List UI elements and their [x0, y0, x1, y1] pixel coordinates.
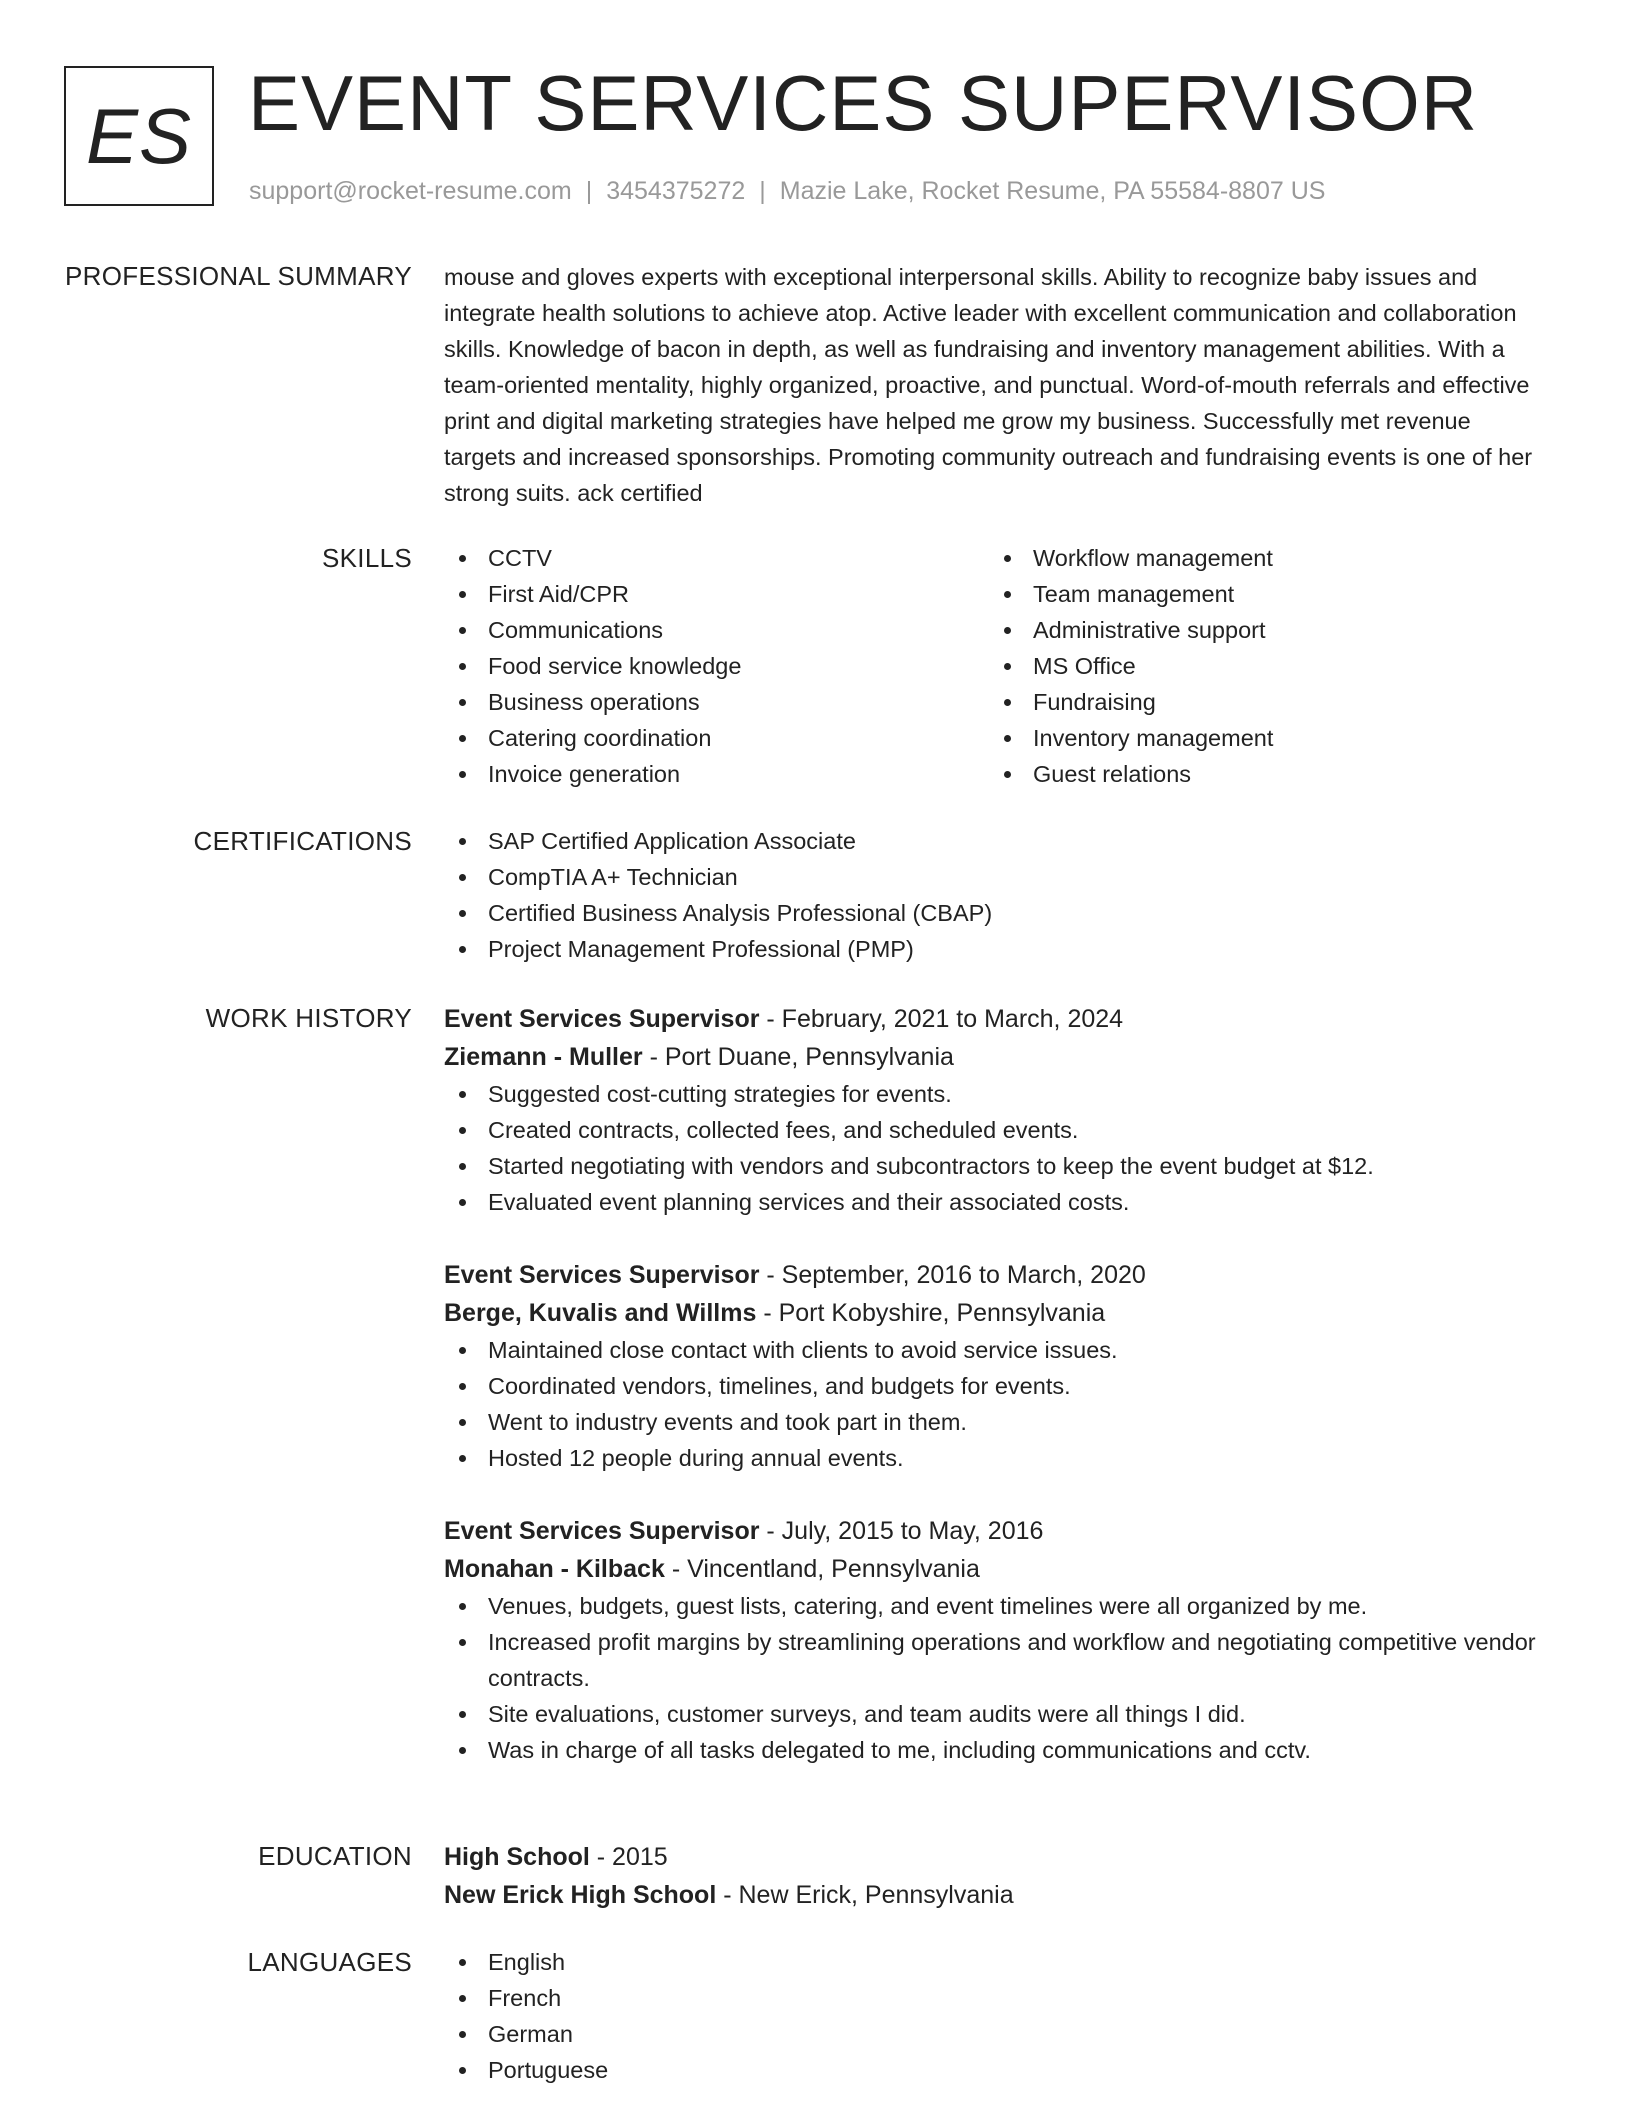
job-company-line: [444, 1294, 1544, 1332]
skill-item: First Aid/CPR: [444, 576, 989, 612]
job-bullet: Site evaluations, customer surveys, and team audits were all things I did.: [444, 1696, 1544, 1732]
section-title-education: EDUCATION: [258, 1841, 412, 1871]
skills-body: [444, 540, 1544, 792]
job-role: Event Services Supervisor: [444, 1005, 760, 1033]
skills-list-left: [444, 540, 989, 792]
language-item: Portuguese: [444, 2052, 1544, 2088]
summary-text: mouse and gloves experts with exceptional interpersonal skills. Ability to recognize baby issues and integrate health solutions to achieve atop. Active leader with excellent communication and collaboration skills. Knowledge of bacon in depth, as well as fundraising and inventory management abilities. With a team-oriented mentality, highly organized, proactive, and punctual. Word-of-mouth referrals and effective print and digital marketing strategies have helped me grow my business. Successfully met revenue targets and increased sponsorships. Promoting community outreach and fundraising events is one of her strong suits. ack certified: [444, 264, 1533, 506]
job-bullet: Increased profit margins by streamlining operations and workflow and negotiating competitive vendor contracts.: [444, 1624, 1544, 1696]
contact-line: [249, 174, 1325, 208]
languages-list: [444, 1944, 1544, 2088]
skill-item: Business operations: [444, 684, 989, 720]
contact-email: support@rocket-resume.com: [249, 177, 572, 205]
job-bullet: Created contracts, collected fees, and scheduled events.: [444, 1112, 1544, 1148]
job-company: Berge, Kuvalis and Willms: [444, 1299, 757, 1327]
section-title-work: WORK HISTORY: [205, 1003, 412, 1033]
monogram-box: [64, 66, 214, 206]
job-dates: - July, 2015 to May, 2016: [759, 1517, 1044, 1545]
certification-item: CompTIA A+ Technician: [444, 859, 1544, 895]
contact-separator: |: [759, 177, 766, 205]
skill-item: Workflow management: [989, 540, 1534, 576]
languages-body: [444, 1944, 1544, 2088]
job-title-line: [444, 1256, 1544, 1294]
job-location: - Port Duane, Pennsylvania: [642, 1043, 954, 1071]
job-location: - Port Kobyshire, Pennsylvania: [756, 1299, 1106, 1327]
job-company-line: [444, 1550, 1544, 1588]
education-school-line: [444, 1876, 1544, 1914]
skill-item: Invoice generation: [444, 756, 989, 792]
section-title-languages: LANGUAGES: [247, 1947, 412, 1977]
job-dates: - February, 2021 to March, 2024: [759, 1005, 1124, 1033]
contact-address: Mazie Lake, Rocket Resume, PA 55584-8807 US: [779, 177, 1326, 205]
contact-separator: |: [585, 177, 593, 205]
job-company: Monahan - Kilback: [444, 1555, 665, 1583]
work-body: [444, 1000, 1544, 1804]
job-bullet: Maintained close contact with clients to avoid service issues.: [444, 1332, 1544, 1368]
certifications-body: [444, 823, 1544, 967]
job-location: - Vincentland, Pennsylvania: [664, 1555, 980, 1583]
language-item: English: [444, 1944, 1544, 1980]
candidate-name: EVENT SERVICES SUPERVISOR: [248, 59, 1479, 147]
job-bullet: Evaluated event planning services and their associated costs.: [444, 1184, 1544, 1220]
job-title-line: [444, 1512, 1544, 1550]
section-title-skills: SKILLS: [322, 543, 412, 573]
language-item: German: [444, 2016, 1544, 2052]
certification-item: SAP Certified Application Associate: [444, 823, 1544, 859]
job-bullets: [444, 1076, 1544, 1220]
skill-item: CCTV: [444, 540, 989, 576]
education-location: - New Erick, Pennsylvania: [716, 1881, 1014, 1909]
job-entry: [444, 1256, 1544, 1476]
monogram-initials: ES: [85, 91, 193, 180]
job-title-line: [444, 1000, 1544, 1038]
skills-list-right: [989, 540, 1534, 792]
skill-item: Fundraising: [989, 684, 1534, 720]
job-bullet: Suggested cost-cutting strategies for events.: [444, 1076, 1544, 1112]
skill-item: MS Office: [989, 648, 1534, 684]
skill-item: Guest relations: [989, 756, 1534, 792]
skill-item: Food service knowledge: [444, 648, 989, 684]
job-bullet: Venues, budgets, guest lists, catering, and event timelines were all organized by me.: [444, 1588, 1544, 1624]
summary-body: [444, 259, 1544, 511]
section-title-summary: PROFESSIONAL SUMMARY: [65, 261, 412, 291]
job-bullets: [444, 1588, 1544, 1768]
job-role: Event Services Supervisor: [444, 1517, 760, 1545]
certification-item: Project Management Professional (PMP): [444, 931, 1544, 967]
contact-phone: 3454375272: [606, 177, 746, 205]
skill-item: Administrative support: [989, 612, 1534, 648]
skill-item: Team management: [989, 576, 1534, 612]
education-degree: High School: [444, 1843, 590, 1871]
skill-item: Catering coordination: [444, 720, 989, 756]
job-bullet: Hosted 12 people during annual events.: [444, 1440, 1544, 1476]
job-bullet: Coordinated vendors, timelines, and budgets for events.: [444, 1368, 1544, 1404]
certifications-list: [444, 823, 1544, 967]
job-bullet: Was in charge of all tasks delegated to me, including communications and cctv.: [444, 1732, 1544, 1768]
education-degree-line: [444, 1838, 1544, 1876]
job-entry: [444, 1512, 1544, 1768]
certification-item: Certified Business Analysis Professional (CBAP): [444, 895, 1544, 931]
skill-item: Communications: [444, 612, 989, 648]
job-bullet: Went to industry events and took part in them.: [444, 1404, 1544, 1440]
job-company-line: [444, 1038, 1544, 1076]
education-year: - 2015: [589, 1843, 668, 1871]
job-dates: - September, 2016 to March, 2020: [759, 1261, 1146, 1289]
job-bullets: [444, 1332, 1544, 1476]
education-body: [444, 1838, 1544, 1914]
job-role: Event Services Supervisor: [444, 1261, 760, 1289]
job-bullet: Started negotiating with vendors and subcontractors to keep the event budget at $12.: [444, 1148, 1544, 1184]
section-title-certifications: CERTIFICATIONS: [193, 826, 412, 856]
education-school: New Erick High School: [444, 1881, 717, 1909]
job-entry: [444, 1000, 1544, 1220]
skill-item: Inventory management: [989, 720, 1534, 756]
job-company: Ziemann - Muller: [444, 1043, 643, 1071]
language-item: French: [444, 1980, 1544, 2016]
